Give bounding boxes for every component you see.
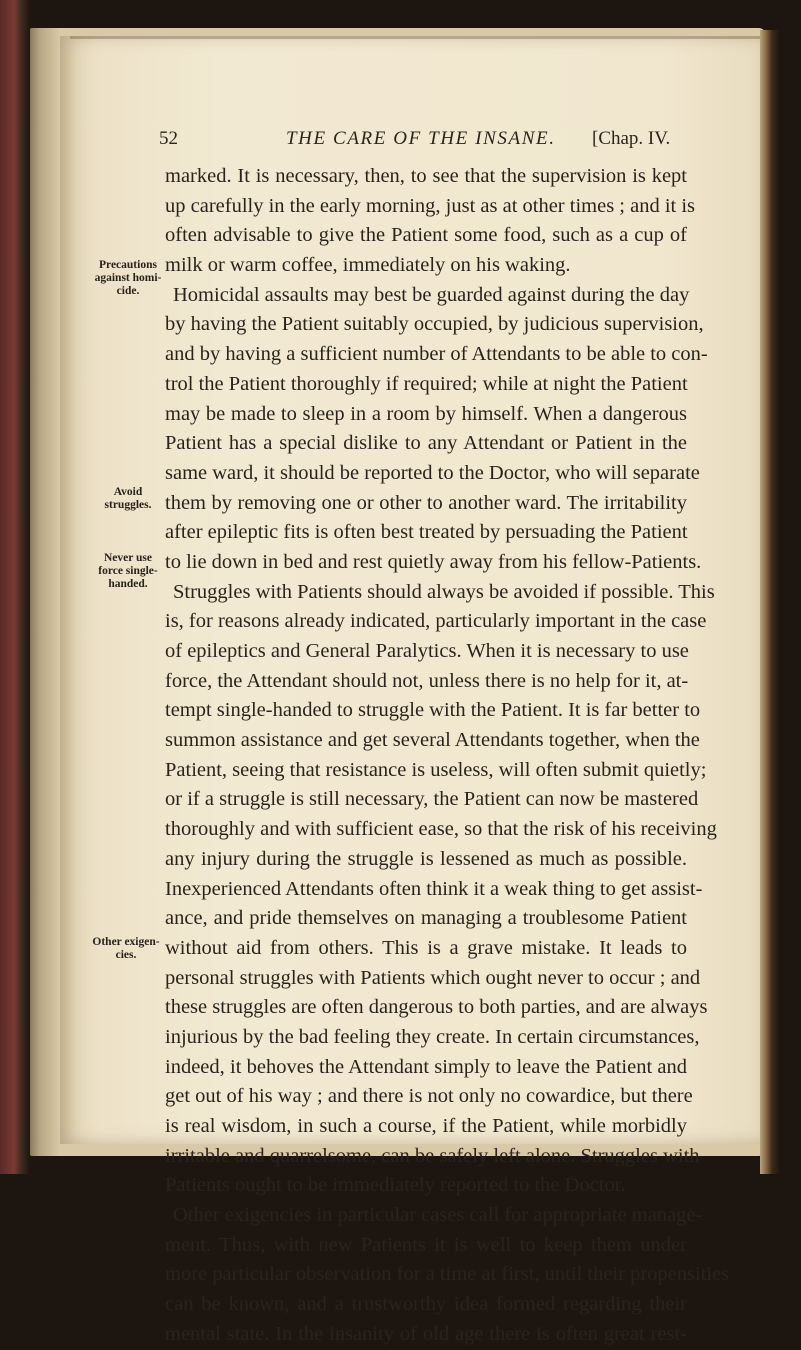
body-line: these struggles are often dangerous to both parties, and are always: [165, 996, 708, 1019]
body-line: ment. Thus, with new Patients it is well to keep them under: [165, 1233, 687, 1256]
body-line: often advisable to give the Patient some food, such as a cup of: [165, 224, 687, 247]
body-line: summon assistance and get several Attendants together, when the: [165, 729, 700, 752]
margin-note-line: Avoid: [113, 486, 143, 498]
body-line: mental state. In the insanity of old age there is often great rest-: [165, 1322, 687, 1345]
body-line: more particular observation for a time at first, until their propensities: [165, 1263, 730, 1286]
body-line: Other exigencies in particular cases call for appropriate manage-: [173, 1204, 703, 1227]
body-line: milk or warm coffee, immediately on his waking.: [165, 254, 571, 277]
body-line: may be made to sleep in a room by himself. When a dangerous: [165, 402, 687, 425]
body-line: can be known, and a trustworthy idea formed regarding their: [165, 1293, 687, 1316]
margin-note-line: Precautions: [99, 259, 157, 271]
body-line: thoroughly and with sufficient ease, so that the risk of his receiving: [165, 818, 717, 841]
page-number: 52: [159, 128, 178, 149]
body-line: them by removing one or other to another ward. The irritability: [165, 491, 687, 514]
margin-note-avoid-struggles: [88, 486, 168, 512]
body-line: by having the Patient suitably occupied, by judicious supervision,: [165, 313, 704, 336]
margin-note-line: cide.: [116, 285, 140, 297]
margin-note-precautions: [88, 259, 168, 298]
margin-note-other-exigencies: [86, 936, 166, 962]
body-line: and by having a sufficient number of Attendants to be able to con-: [165, 343, 708, 366]
body-line: up carefully in the early morning, just as at other times ; and it is: [165, 194, 696, 217]
running-title: THE CARE OF THE INSANE.: [286, 128, 556, 149]
body-line: trol the Patient thoroughly if required; while at night the Patient: [165, 372, 688, 395]
body-line: Patients ought to be immediately reported to the Doctor.: [165, 1174, 626, 1197]
chapter-label: [Chap. IV.: [592, 128, 671, 149]
body-line: of epileptics and General Paralytics. When it is necessary to use: [165, 640, 689, 662]
body-line: indeed, it behoves the Attendant simply to leave the Patient and: [165, 1055, 687, 1078]
body-line: Struggles with Patients should always be avoided if possible. This: [173, 580, 715, 603]
body-line: irritable and quarrelsome, can be safely left alone. Struggles with: [165, 1144, 700, 1167]
body-line: personal struggles with Patients which ought never to occur ; and: [165, 966, 701, 989]
body-line: to lie down in bed and rest quietly away from his fellow-Patients.: [165, 550, 702, 573]
body-line: Inexperienced Attendants often think it a weak thing to get assist-: [165, 877, 703, 900]
body-line: get out of his way ; and there is not only no cowardice, but there: [165, 1085, 693, 1108]
margin-note-line: struggles.: [104, 499, 152, 511]
body-line: marked. It is necessary, then, to see that the supervision is kept: [165, 165, 687, 187]
body-line: Homicidal assaults may best be guarded against during the day: [173, 283, 690, 306]
margin-note-line: handed.: [108, 578, 148, 590]
body-line: without aid from others. This is a grave mistake. It leads to: [165, 936, 687, 959]
margin-note-line: cies.: [115, 949, 137, 961]
book-binding-edge: [760, 30, 801, 1174]
body-line: any injury during the struggle is lessened as much as possible.: [165, 847, 687, 870]
body-text: [165, 162, 730, 1350]
body-line: injurious by the bad feeling they create. In certain circumstances,: [165, 1025, 700, 1048]
body-line: force, the Attendant should not, unless there is no help for it, at-: [165, 669, 689, 692]
body-line: tempt single-handed to struggle with the Patient. It is far better to: [165, 699, 701, 722]
body-line: or if a struggle is still necessary, the Patient can now be mastered: [165, 788, 699, 811]
margin-note-line: Never use: [103, 552, 152, 564]
body-line: is real wisdom, in such a course, if the Patient, while morbidly: [165, 1115, 687, 1137]
body-line: after epileptic fits is often best treated by persuading the Patient: [165, 521, 688, 544]
margin-note-line: Other exigen-: [92, 936, 160, 948]
page-header: [0, 128, 801, 154]
margin-note-never-use-force: [88, 552, 168, 591]
body-line: Patient has a special dislike to any Attendant or Patient in the: [165, 432, 687, 455]
body-line: Patient, seeing that resistance is useless, will often submit quietly;: [165, 758, 707, 781]
margin-note-line: against homi-: [94, 272, 162, 284]
page-top-shadow: [70, 36, 760, 39]
margin-note-line: force single-: [98, 565, 158, 577]
body-line: same ward, it should be reported to the Doctor, who will separate: [165, 461, 700, 484]
body-line: is, for reasons already indicated, particularly important in the case: [165, 610, 707, 633]
body-line: ance, and pride themselves on managing a troublesome Patient: [165, 907, 687, 930]
